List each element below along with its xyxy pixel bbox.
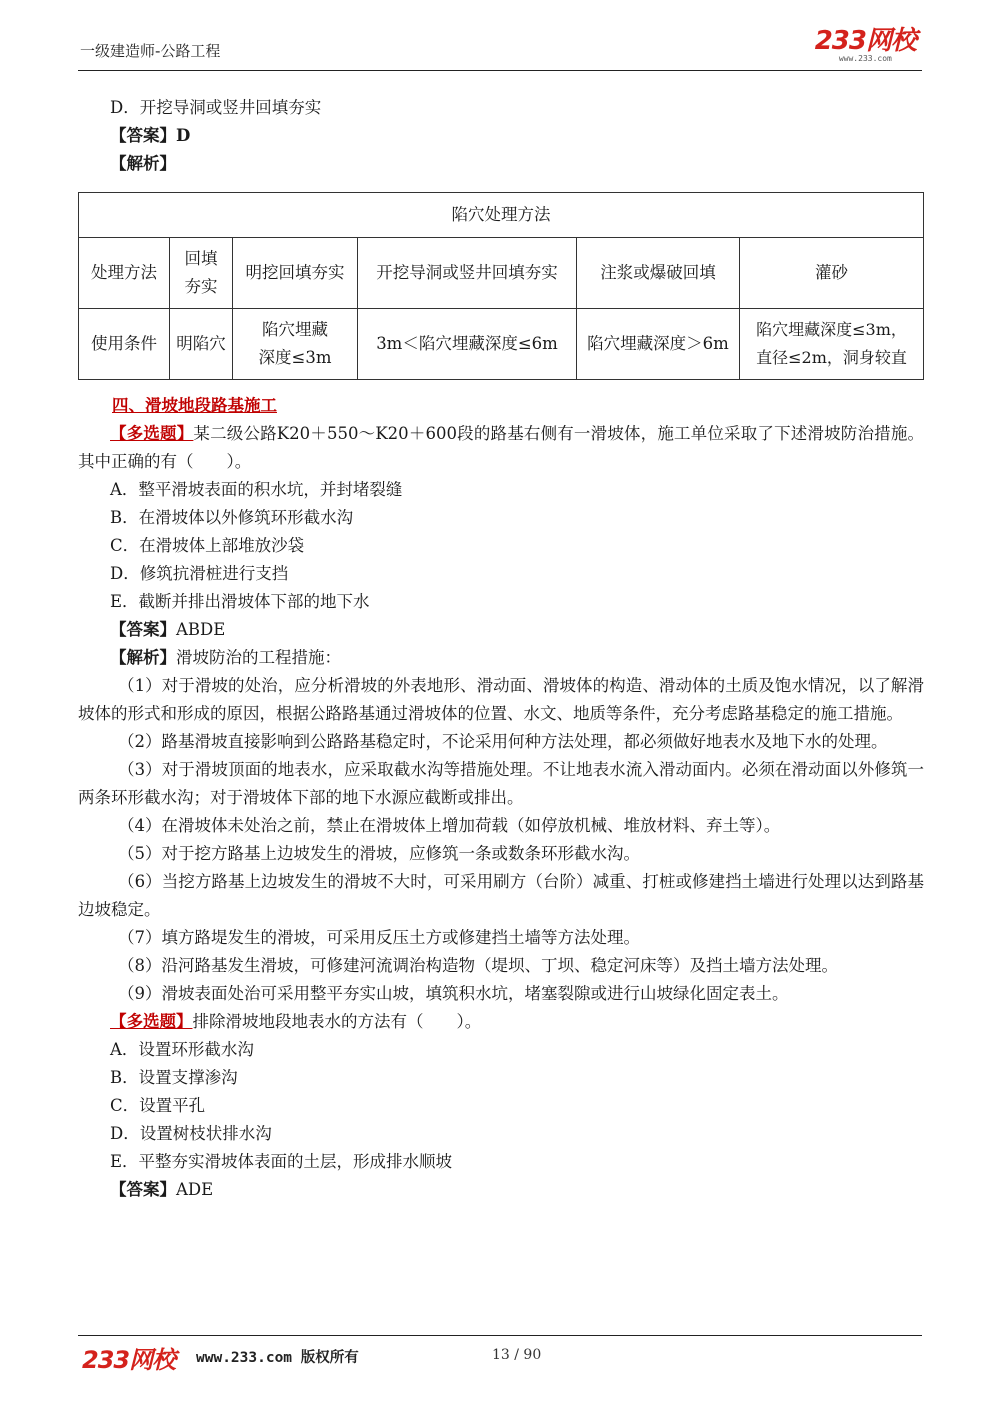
- table-cell: 陷穴埋藏深度＞6m: [577, 309, 740, 380]
- header-logo-brand: 233网校: [814, 26, 916, 56]
- table-cell: 陷穴埋藏深度≤3m， 直径≤2m，洞身较直: [740, 309, 924, 380]
- q1-analysis-intro: 滑坡防治的工程措施：: [176, 648, 341, 667]
- page-content: [78, 94, 924, 1204]
- table-cell: 回填 夯实: [170, 238, 233, 309]
- q1-option: E．截断并排出滑坡体下部的地下水: [110, 592, 370, 611]
- analysis-point: （3）对于滑坡顶面的地表水，应采取截水沟等措施处理。不让地表水流入滑动面内。必须在滑动面以外修筑一两条环形截水沟；对于滑坡体下部的地下水源应截断或排出。: [78, 760, 924, 807]
- q1-stem-first: 某二级公路K20＋550～K20＋600段的路基右侧有一滑坡体，施工单位采取了下述滑坡防: [193, 424, 858, 443]
- q1-type-tag: 【多选题】: [110, 424, 194, 443]
- analysis-point: （1）对于滑坡的处治，应分析滑坡的外表地形、滑动面、滑坡体的构造、滑动体的土质及饱水情况，以了解滑坡体的形式和形成的原因，根据公路路基通过滑坡体的位置、水文、地质等条件，充分考虑路基稳定的施工措施。: [78, 676, 924, 723]
- header-logo[interactable]: [815, 28, 916, 63]
- header-title: 一级建造师-公路工程: [80, 42, 221, 60]
- header-divider: [78, 70, 922, 71]
- q2-option: E．平整夯实滑坡体表面的土层，形成排水顺坡: [110, 1152, 453, 1171]
- section-title: 四、滑坡地段路基施工: [112, 396, 277, 415]
- table-title: 陷穴处理方法: [79, 193, 924, 238]
- q1-answer: [78, 616, 924, 644]
- q1-answer-label: 【答案】: [110, 620, 176, 639]
- table-cell: 明陷穴: [170, 309, 233, 380]
- q1-stem-second: 治措施。其中正确的有（ ）。: [78, 424, 925, 471]
- table-cell: 使用条件: [79, 309, 170, 380]
- table-cell: 陷穴埋藏 深度≤3m: [233, 309, 358, 380]
- analysis-point: （9）滑坡表面处治可采用整平夯实山坡，填筑积水坑，堵塞裂隙或进行山坡绿化固定表土。: [118, 984, 789, 1003]
- analysis-point: （2）路基滑坡直接影响到公路路基稳定时，不论采用何种方法处理，都必须做好地表水及地下水的处理。: [118, 732, 888, 751]
- sinkhole-table: [78, 192, 924, 380]
- analysis-point: （8）沿河路基发生滑坡，可修建河流调治构造物（堤坝、丁坝、稳定河床等）及挡土墙方法处理。: [118, 956, 838, 975]
- table-cell: 开挖导洞或竖井回填夯实: [358, 238, 577, 309]
- analysis-point: （7）填方路堤发生的滑坡，可采用反压土方或修建挡土墙等方法处理。: [118, 928, 640, 947]
- q2-answer-label: 【答案】: [110, 1180, 176, 1199]
- footer-logo[interactable]: 233网校: [82, 1346, 176, 1374]
- q2-option: B．设置支撑渗沟: [110, 1068, 238, 1087]
- table-cell: 处理方法: [79, 238, 170, 309]
- q2-option: D．设置树枝状排水沟: [110, 1124, 272, 1143]
- q2-type-tag: 【多选题】: [110, 1012, 193, 1031]
- q1-analysis: [78, 644, 924, 672]
- table-row-method: [79, 238, 924, 309]
- q2-answer: [78, 1176, 924, 1204]
- q2-option: C．设置平孔: [110, 1096, 206, 1115]
- table-row-condition: [79, 309, 924, 380]
- header-logo-url: www.233.com: [838, 54, 892, 63]
- prev-analysis-label: 【解析】: [110, 154, 176, 173]
- table-cell: 明挖回填夯实: [233, 238, 358, 309]
- q1-option: A．整平滑坡表面的积水坑，并封堵裂缝: [110, 480, 403, 499]
- q1-answer-value: ABDE: [176, 620, 226, 639]
- table-cell: 3m＜陷穴埋藏深度≤6m: [358, 309, 577, 380]
- q2-option: A．设置环形截水沟: [110, 1040, 254, 1059]
- q2-stem: [78, 1008, 924, 1036]
- footer-divider: [78, 1335, 922, 1336]
- q1-stem: [78, 420, 924, 476]
- page-number: 13 / 90: [492, 1347, 542, 1363]
- analysis-point: （4）在滑坡体未处治之前，禁止在滑坡体上增加荷载（如停放机械、堆放材料、弃土等）。: [118, 816, 781, 835]
- q2-answer-value: ADE: [176, 1180, 214, 1199]
- analysis-point: （5）对于挖方路基上边坡发生的滑坡，应修筑一条或数条环形截水沟。: [118, 844, 640, 863]
- q1-option: C．在滑坡体上部堆放沙袋: [110, 536, 305, 555]
- footer-copyright: www.233.com 版权所有: [196, 1350, 359, 1366]
- prev-option-d: D．开挖导洞或竖井回填夯实: [110, 98, 322, 117]
- q1-analysis-label: 【解析】: [110, 648, 176, 667]
- prev-answer: 【答案】D: [110, 126, 191, 145]
- q2-stem-text: 排除滑坡地段地表水的方法有（ ）。: [192, 1012, 482, 1031]
- q1-option: D．修筑抗滑桩进行支挡: [110, 564, 289, 583]
- q1-option: B．在滑坡体以外修筑环形截水沟: [110, 508, 354, 527]
- table-cell: 注浆或爆破回填: [577, 238, 740, 309]
- analysis-point: （6）当挖方路基上边坡发生的滑坡不大时，可采用刷方（台阶）减重、打桩或修建挡土墙进行处理以达到路基边坡稳定。: [78, 872, 924, 919]
- table-cell: 灌砂: [740, 238, 924, 309]
